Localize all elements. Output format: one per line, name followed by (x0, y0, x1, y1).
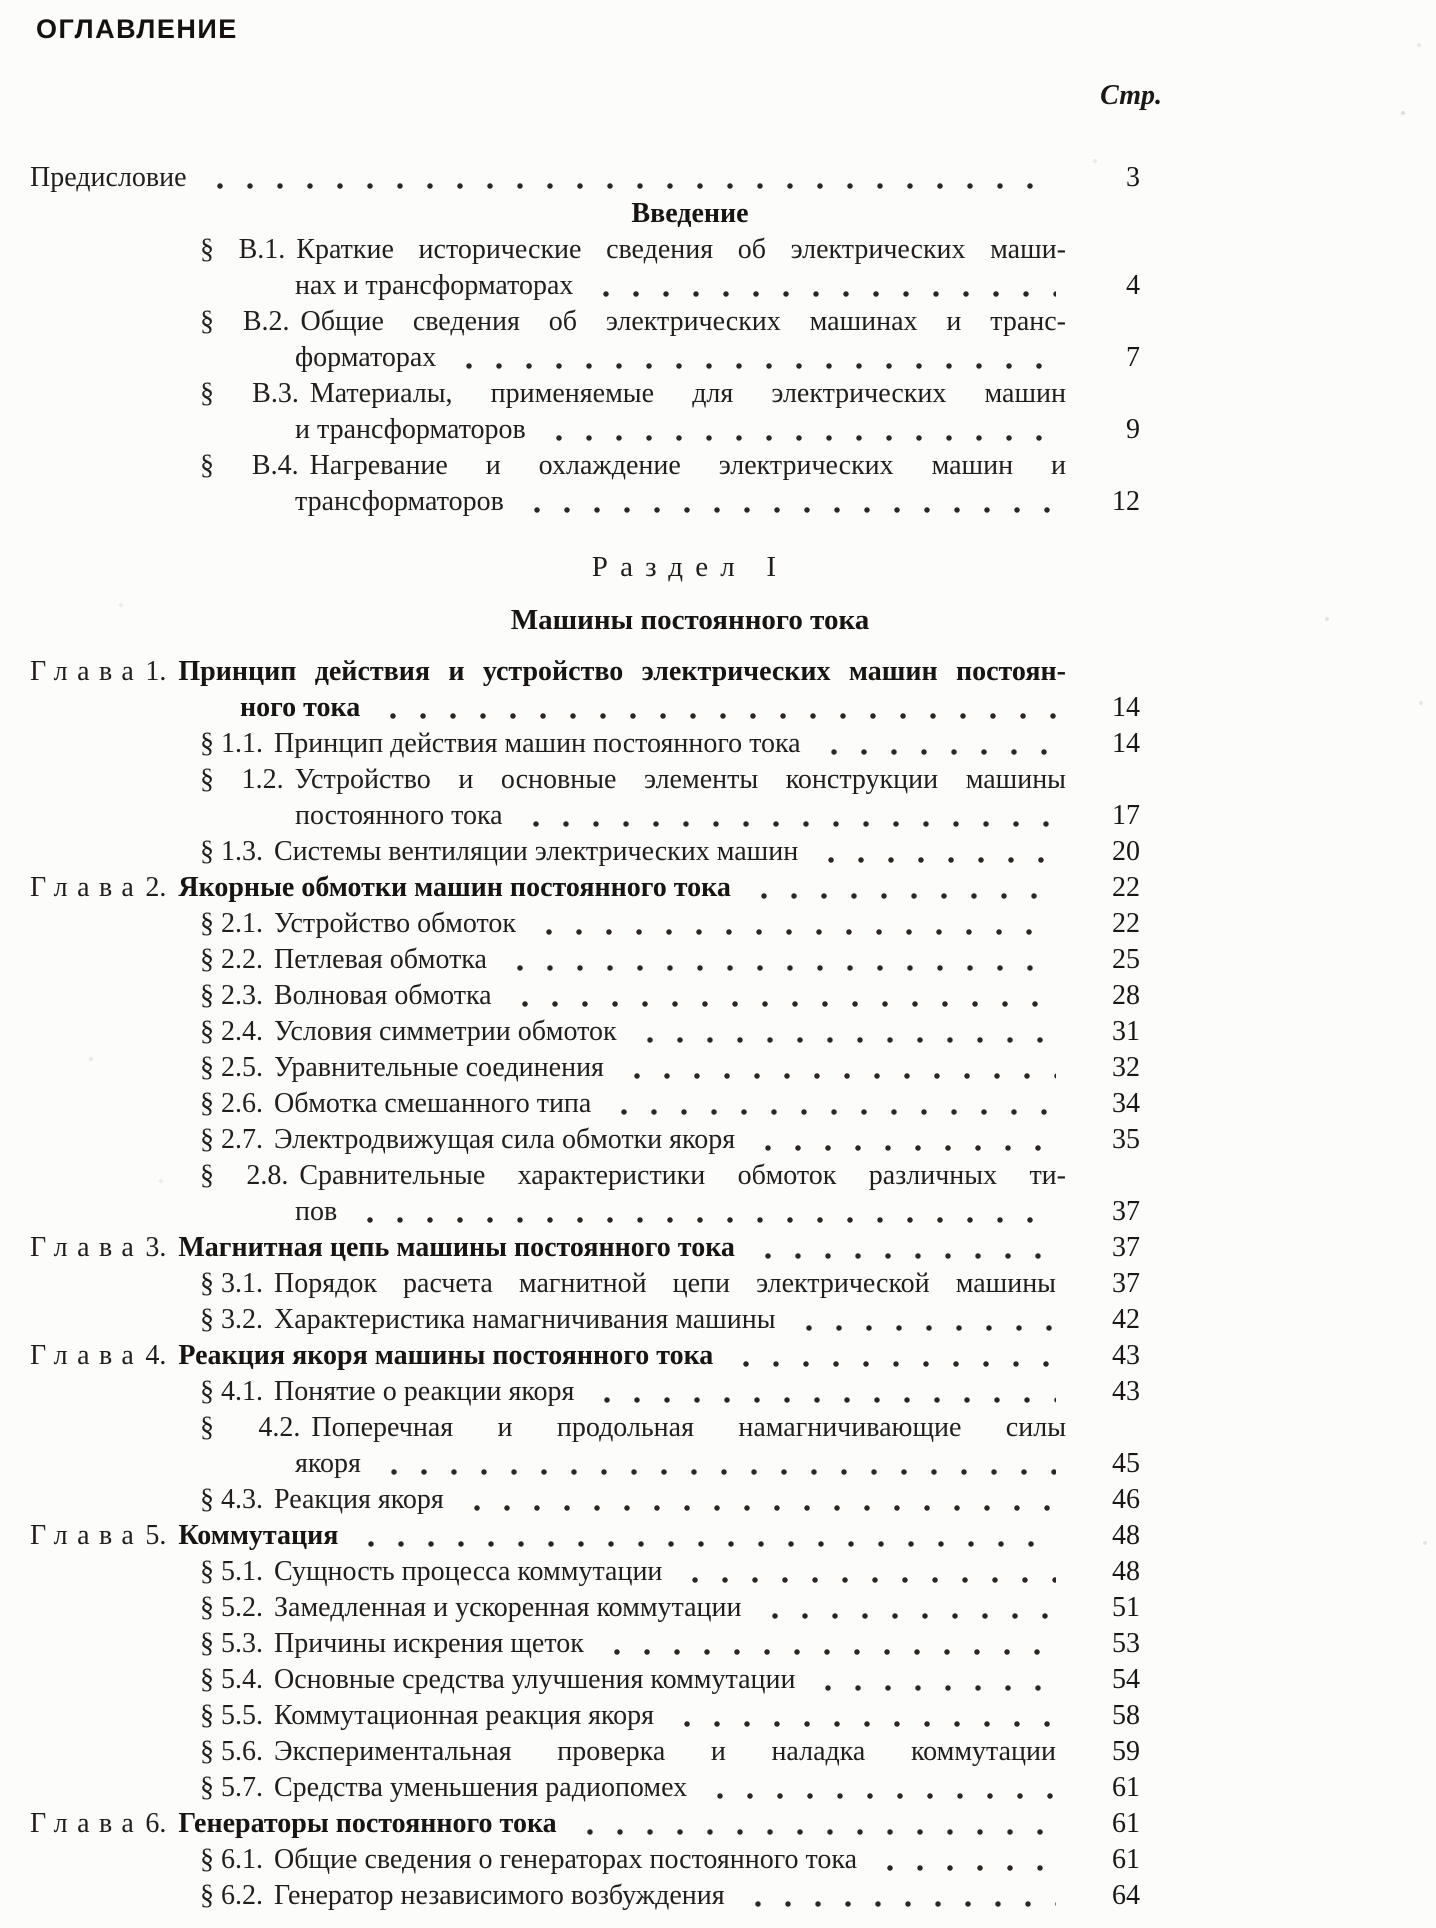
toc-entry-page: 42 (1112, 1304, 1140, 1335)
toc-entry-title: Понятие о реакции якоря (274, 1376, 575, 1407)
toc-entry-text (200, 1770, 687, 1806)
toc-entry-label: Предисловие (30, 162, 187, 193)
toc-entry-page: 25 (1112, 944, 1140, 975)
toc-entry-page: 43 (1112, 1340, 1140, 1371)
toc-entry (30, 448, 1140, 520)
dot-leader (747, 1253, 1056, 1259)
chapter-word: Глава (30, 1340, 144, 1371)
toc-entry (30, 1014, 1140, 1050)
toc-entry-page: 32 (1112, 1052, 1140, 1083)
toc-entry (30, 1482, 1140, 1518)
toc-entry-text (200, 942, 487, 978)
toc-entry-title: Реакция якоря (274, 1484, 444, 1515)
toc-entry-marker: § 4.1. (200, 1376, 263, 1407)
toc-entry-page: 34 (1112, 1088, 1140, 1119)
toc-chapter-text (30, 1230, 735, 1266)
toc-entry-title: Средства уменьшения радиопомех (274, 1772, 688, 1803)
toc-entry-text (200, 1698, 654, 1734)
toc-chapter (30, 1338, 1140, 1374)
toc-entry-marker: § 2.1. (200, 908, 263, 939)
toc-chapter-line (30, 654, 1140, 690)
toc-entry-text: пов (295, 1196, 338, 1227)
toc-entry (30, 1158, 1140, 1230)
toc-entry-text (200, 1302, 776, 1338)
toc-entry-marker: § 5.3. (200, 1628, 263, 1659)
dot-leader (585, 291, 1056, 297)
toc-entry-title: Электродвижущая сила обмотки якоря (274, 1124, 736, 1155)
toc-entry-marker: § 4.2. (200, 1412, 301, 1443)
toc-entry-page: 58 (1112, 1700, 1140, 1731)
dot-leader (674, 1577, 1056, 1583)
toc-entry-page: 37 (1112, 1232, 1140, 1263)
toc-entry (30, 1770, 1140, 1806)
toc-entry-text (200, 1662, 795, 1698)
toc-entry-text: Нагревание и охлаждение электрических машин и (309, 450, 1066, 481)
dot-leader (516, 507, 1056, 513)
toc-entry-line (30, 268, 1140, 304)
toc-entry-page: 4 (1126, 270, 1140, 301)
toc-entry-page: 61 (1112, 1844, 1140, 1875)
toc-entry-line (30, 412, 1140, 448)
toc-entry-page: 3 (1126, 162, 1140, 193)
toc-entry-text (200, 1626, 584, 1662)
toc-entry-text: якоря (295, 1448, 361, 1479)
chapter-title: Генераторы постоянного тока (178, 1808, 557, 1839)
toc-entry-text (200, 978, 492, 1014)
toc-entry-marker: § 2.6. (200, 1088, 263, 1119)
dot-leader (737, 1901, 1056, 1907)
toc-chapter-line (30, 690, 1140, 726)
toc-entry-marker: § 2.4. (200, 1016, 263, 1047)
toc-entry-title: Характеристика намагничивания машины (274, 1304, 776, 1335)
toc-entry (30, 1698, 1140, 1734)
toc-entry-marker: § 2.7. (200, 1124, 263, 1155)
toc-entry-line (30, 304, 1140, 340)
toc-entry-marker: § В.1. (200, 234, 286, 265)
chapter-word: Глава (30, 872, 144, 903)
toc-entry-page: 59 (1112, 1736, 1140, 1767)
toc-entry-text (200, 1374, 574, 1410)
toc-chapter-text (30, 870, 731, 906)
toc-entry-page: 48 (1112, 1520, 1140, 1551)
toc-entry-text (200, 1554, 662, 1590)
toc-entry-marker: § 1.3. (200, 836, 263, 867)
dot-leader (699, 1793, 1056, 1799)
toc-entry (30, 906, 1140, 942)
dot-leader (372, 713, 1056, 719)
toc-entry-text (200, 1122, 735, 1158)
toc-entry-page: 17 (1112, 800, 1140, 831)
toc-entry-page: 54 (1112, 1664, 1140, 1695)
toc-entry-marker: § В.2. (200, 306, 290, 337)
dot-leader (528, 929, 1056, 935)
toc-entry-text: Материалы, применяемые для электрических машин (309, 378, 1066, 409)
toc-entry-page: 61 (1112, 1772, 1140, 1803)
toc-entry (30, 1662, 1140, 1698)
toc-entry (30, 376, 1140, 448)
toc-chapter (30, 1518, 1140, 1554)
toc-entry-title: Петлевая обмотка (274, 944, 487, 975)
chapter-title: Принцип действия и устройство электрических машин постоян- (178, 656, 1066, 687)
toc-entry-title: Коммутационная реакция якоря (274, 1700, 655, 1731)
toc-entry-title: Причины искрения щеток (274, 1628, 584, 1659)
toc-entry (30, 232, 1140, 304)
chapter-title: Коммутация (178, 1520, 339, 1551)
toc-entry-text (200, 906, 516, 942)
dot-leader (666, 1721, 1056, 1727)
chapter-title-cont: ного тока (240, 692, 361, 723)
chapter-word: Глава (30, 656, 144, 687)
toc-entry (30, 834, 1140, 870)
toc-entry (30, 1122, 1140, 1158)
toc-entry-text: Устройство и основные элементы конструкции машины (294, 764, 1066, 795)
toc-chapter (30, 654, 1140, 726)
toc-entry-title: Уравнительные соединения (274, 1052, 604, 1083)
dot-leader (869, 1865, 1056, 1871)
chapter-word: Глава (30, 1232, 144, 1263)
toc-entry-page: 51 (1112, 1592, 1140, 1623)
section-heading-razdel-1: Раздел I (591, 551, 789, 583)
toc-entry-title: Основные средства улучшения коммутации (274, 1664, 796, 1695)
toc-entry-title: Порядок расчета магнитной цепи электрической машины (274, 1268, 1056, 1299)
toc-entry-title: Обмотка смешанного типа (274, 1088, 592, 1119)
toc-entry (30, 1626, 1140, 1662)
toc-entry-line (30, 484, 1140, 520)
toc-entry-line (30, 798, 1140, 834)
toc-entry-marker: § 3.2. (200, 1304, 263, 1335)
section-heading-mashiny: Машины постоянного тока (510, 604, 870, 636)
toc-entry (30, 304, 1140, 376)
toc-entry (30, 762, 1140, 834)
dot-leader (616, 1073, 1056, 1079)
toc-entry-page: 37 (1112, 1268, 1140, 1299)
page-column-label: Стр. (1100, 80, 1162, 111)
toc-entry (30, 1734, 1140, 1770)
section-heading-vvedenie: Введение (631, 198, 749, 229)
chapter-number: 4. (145, 1340, 167, 1371)
dot-leader (349, 1217, 1056, 1223)
toc-entry (30, 1266, 1140, 1302)
chapter-word: Глава (30, 1520, 144, 1551)
toc-chapter-text (30, 1338, 713, 1374)
toc-entry-text (200, 1878, 725, 1914)
dot-leader (373, 1469, 1056, 1475)
dot-leader (629, 1037, 1056, 1043)
toc-entry-text: форматорах (295, 342, 437, 373)
toc-entry-title: Общие сведения о генераторах постоянного тока (274, 1844, 858, 1875)
toc-chapter (30, 870, 1140, 906)
toc-entry-text: Общие сведения об электрических машинах и транс- (300, 306, 1066, 337)
chapter-word: Глава (30, 1808, 144, 1839)
toc-entry-page: 53 (1112, 1628, 1140, 1659)
toc-entry-line (30, 1410, 1140, 1446)
toc-entry-marker: § 5.1. (200, 1556, 263, 1587)
toc-entry-text (200, 1050, 604, 1086)
toc-entry-text: и трансформаторов (295, 414, 526, 445)
toc-entry-page: 31 (1112, 1016, 1140, 1047)
toc-entry-marker: § 5.5. (200, 1700, 263, 1731)
page-title: ОГЛАВЛЕНИЕ (36, 14, 238, 44)
toc-entry-page: 35 (1112, 1124, 1140, 1155)
toc-entry-page: 22 (1112, 872, 1140, 903)
chapter-number: 1. (145, 656, 167, 687)
dot-leader (743, 893, 1056, 899)
toc-entry (30, 1554, 1140, 1590)
toc-entry-page: 22 (1112, 908, 1140, 939)
toc-entry-page: 43 (1112, 1376, 1140, 1407)
toc-entry-page: 61 (1112, 1808, 1140, 1839)
toc-entry-marker: § 6.2. (200, 1880, 263, 1911)
toc-entry-marker: § 2.3. (200, 980, 263, 1011)
toc-entry-page: 48 (1112, 1556, 1140, 1587)
chapter-number: 3. (145, 1232, 167, 1263)
toc-entry (30, 1086, 1140, 1122)
toc-entry-title: Условия симметрии обмоток (274, 1016, 617, 1047)
toc-entry-marker: § В.4. (200, 450, 299, 481)
toc-entry-marker: § 6.1. (200, 1844, 263, 1875)
toc-entry-marker: § 2.5. (200, 1052, 263, 1083)
toc-entry-marker: § 5.2. (200, 1592, 263, 1623)
toc-entry (30, 1590, 1140, 1626)
dot-leader (538, 435, 1056, 441)
toc-entry (30, 1878, 1140, 1914)
toc-entry-page: 20 (1112, 836, 1140, 867)
toc-entry-marker: § 1.1. (200, 728, 263, 759)
toc-entry-page: 7 (1126, 342, 1140, 373)
toc-entry-text: Сравнительные характеристики обмоток различных ти- (299, 1160, 1066, 1191)
dot-leader (813, 749, 1056, 755)
toc-entry-text: трансформаторов (295, 486, 504, 517)
toc-entry-marker: § 5.4. (200, 1664, 263, 1695)
toc-entry (30, 726, 1140, 762)
toc-entry-text (200, 1086, 591, 1122)
toc-chapter-text (30, 1806, 557, 1842)
dot-leader (788, 1325, 1056, 1331)
chapter-title: Реакция якоря машины постоянного тока (178, 1340, 714, 1371)
chapter-title: Якорные обмотки машин постоянного тока (178, 872, 731, 903)
toc-entry-text: Краткие исторические сведения об электрических маши- (296, 234, 1066, 265)
toc-entry-page: 9 (1126, 414, 1140, 445)
toc-entry-text (200, 1842, 857, 1878)
toc-entry-text: нах и трансформаторах (295, 270, 574, 301)
dot-leader (456, 1505, 1056, 1511)
toc-entry (30, 160, 1140, 196)
dot-leader (515, 821, 1056, 827)
dot-leader (807, 1685, 1056, 1691)
toc-entry-line (30, 762, 1140, 798)
toc-entry-page: 64 (1112, 1880, 1140, 1911)
dot-leader (603, 1109, 1056, 1115)
toc-entry-page: 14 (1112, 692, 1140, 723)
toc-entry-marker: § 3.1. (200, 1268, 263, 1299)
toc-entry-text (200, 1734, 1066, 1770)
toc-entry-line (30, 340, 1140, 376)
toc-entry (30, 1050, 1140, 1086)
toc-chapter (30, 1230, 1140, 1266)
toc-entry-marker: § 1.2. (200, 764, 284, 795)
toc-entry-page: 12 (1112, 486, 1140, 517)
toc-entry (30, 1302, 1140, 1338)
toc-entry-line (30, 376, 1140, 412)
toc-entry-text (200, 1014, 617, 1050)
toc-chapter (30, 1806, 1140, 1842)
toc-entry (30, 1842, 1140, 1878)
toc-entry-title: Системы вентиляции электрических машин (274, 836, 799, 867)
toc-entry-title: Экспериментальная проверка и наладка коммутации (274, 1736, 1056, 1767)
toc-entry-marker: § В.3. (200, 378, 299, 409)
dot-leader (596, 1649, 1056, 1655)
chapter-title: Магнитная цепь машины постоянного тока (178, 1232, 735, 1263)
toc-entry-line (30, 1446, 1140, 1482)
dot-leader (199, 183, 1056, 189)
dot-leader (569, 1829, 1056, 1835)
dot-leader (810, 857, 1056, 863)
dot-leader (448, 363, 1056, 369)
toc-entry-marker: § 5.6. (200, 1736, 263, 1767)
dot-leader (747, 1145, 1056, 1151)
toc-entry-marker: § 2.8. (200, 1160, 289, 1191)
toc-entry-marker: § 4.3. (200, 1484, 263, 1515)
table-of-contents (30, 160, 1140, 1914)
toc-entry-page: 14 (1112, 728, 1140, 759)
dot-leader (350, 1541, 1056, 1547)
toc-entry-title: Принцип действия машин постоянного тока (274, 728, 801, 759)
toc-entry-page: 45 (1112, 1448, 1140, 1479)
toc-entry-page: 37 (1112, 1196, 1140, 1227)
dot-leader (725, 1361, 1056, 1367)
toc-entry-text (200, 1266, 1066, 1302)
toc-entry-line (30, 1194, 1140, 1230)
toc-entry-line (30, 448, 1140, 484)
toc-entry-text (200, 1482, 444, 1518)
dot-leader (754, 1613, 1057, 1619)
toc-entry (30, 1374, 1140, 1410)
toc-entry-marker: § 2.2. (200, 944, 263, 975)
toc-entry-title: Замедленная и ускоренная коммутации (274, 1592, 742, 1623)
toc-entry-marker: § 5.7. (200, 1772, 263, 1803)
toc-entry (30, 942, 1140, 978)
dot-leader (499, 965, 1056, 971)
dot-leader (586, 1397, 1056, 1403)
toc-entry-page: 28 (1112, 980, 1140, 1011)
toc-entry-text (200, 1590, 742, 1626)
toc-entry-text (200, 726, 801, 762)
chapter-number: 5. (145, 1520, 167, 1551)
chapter-number: 6. (145, 1808, 167, 1839)
toc-entry-line (30, 1158, 1140, 1194)
toc-entry-line (30, 232, 1140, 268)
toc-entry (30, 1410, 1140, 1482)
toc-entry-text: Поперечная и продольная намагничивающие силы (311, 1412, 1067, 1443)
toc-chapter-text (30, 1518, 338, 1554)
toc-entry-text: постоянного тока (295, 800, 503, 831)
toc-entry-page: 46 (1112, 1484, 1140, 1515)
toc-entry-title: Сущность процесса коммутации (274, 1556, 663, 1587)
toc-entry-title: Генератор независимого возбуждения (274, 1880, 725, 1911)
chapter-number: 2. (145, 872, 167, 903)
toc-entry-title: Волновая обмотка (274, 980, 492, 1011)
toc-entry (30, 978, 1140, 1014)
toc-entry-title: Устройство обмоток (274, 908, 516, 939)
scan-speckles (0, 0, 2, 2)
dot-leader (504, 1001, 1056, 1007)
toc-entry-text (200, 834, 798, 870)
